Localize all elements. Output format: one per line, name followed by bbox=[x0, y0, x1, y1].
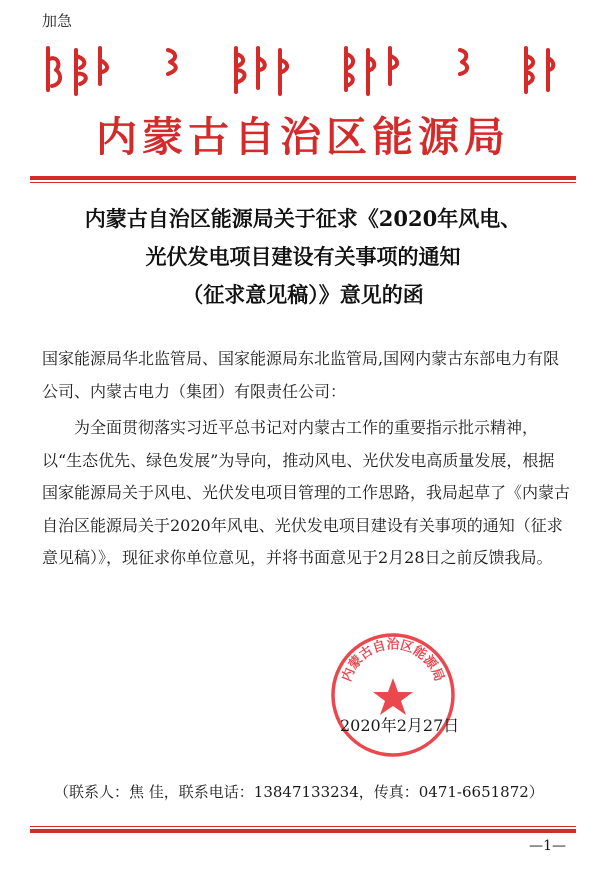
addressee: 国家能源局华北监管局、国家能源局东北监管局,国网内蒙古东部电力有限公司、内蒙古电力（集团）有限责任公司： bbox=[42, 349, 560, 401]
svg-text:内蒙古自治区能源局 bbox=[339, 637, 447, 684]
title-line: （征求意见稿）》意见的函 bbox=[182, 282, 424, 307]
issue-date: 2020年2月27日 bbox=[340, 716, 460, 735]
issuing-org-title: 内蒙古自治区能源局 bbox=[96, 113, 510, 161]
body-paragraph: 为全面贯彻落实习近平总书记对内蒙古工作的重要指示批示精神，以“生态优先、绿色发展”为导向，推动风电、光伏发电高质量发展，根据国家能源局关于风电、光伏发电项目管理的工作思路，我局起草了《内蒙古自治区能源局关于2020年风电、光伏发电项目建设有关事项的通知（征求意见稿）》，现征求你单位意见，并将书面意见于2月28日之前反馈我局。 bbox=[42, 418, 571, 567]
mongolian-org-name bbox=[40, 40, 570, 102]
document-title bbox=[30, 200, 576, 314]
star-icon bbox=[373, 678, 413, 715]
urgency-label: 加急 bbox=[42, 12, 73, 30]
header-red-rule bbox=[30, 176, 576, 183]
footer-red-rule bbox=[30, 826, 576, 833]
seal-text: 内蒙古自治区能源局 bbox=[339, 637, 447, 684]
title-line: 光伏发电项目建设有关事项的通知 bbox=[145, 244, 461, 269]
page-number: —1— bbox=[529, 838, 566, 854]
official-seal bbox=[328, 630, 458, 760]
contact-info: （联系人：焦 佳，联系电话：13847133234，传真：0471-6651872） bbox=[54, 783, 544, 801]
title-line: 内蒙古自治区能源局关于征求《2020年风电、 bbox=[84, 206, 522, 231]
